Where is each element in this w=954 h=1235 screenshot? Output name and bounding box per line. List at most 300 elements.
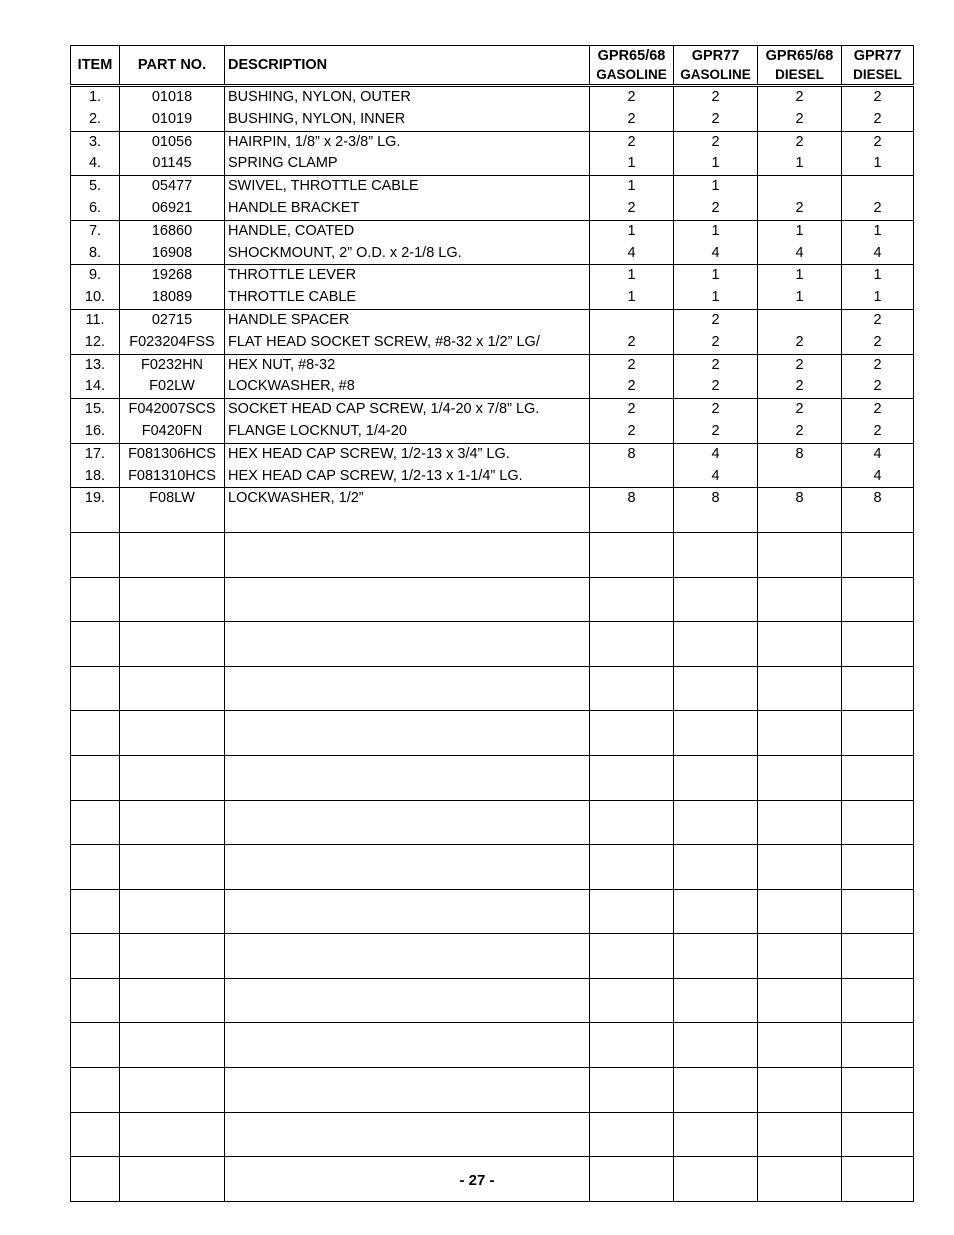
qty-gpr77-diesel bbox=[842, 756, 913, 778]
qty-gpr77-diesel: 2 bbox=[873, 333, 882, 350]
qty-gpr77-diesel-cell bbox=[842, 1023, 914, 1068]
qty-gpr77-gasoline-cell bbox=[674, 443, 758, 488]
qty-gpr77-diesel bbox=[842, 1045, 913, 1067]
qty-gpr77-gasoline: 2 bbox=[711, 311, 720, 328]
part-number bbox=[120, 1134, 224, 1156]
qty-gpr77-diesel-cell bbox=[842, 934, 914, 979]
part-description bbox=[225, 644, 589, 666]
qty-gpr77-gasoline bbox=[674, 1001, 757, 1023]
part-number bbox=[120, 867, 224, 889]
table-row bbox=[71, 131, 914, 176]
item-number-cell bbox=[71, 889, 120, 934]
item-number bbox=[71, 622, 119, 644]
part-description bbox=[225, 890, 589, 912]
qty-gpr65-68-diesel bbox=[758, 979, 841, 1001]
qty-gpr77-gasoline-cell bbox=[674, 532, 758, 577]
qty-gpr77-diesel: 1 bbox=[873, 289, 882, 306]
item-number-cell bbox=[71, 622, 120, 667]
item-number-cell bbox=[71, 1023, 120, 1068]
item-number: 12. bbox=[84, 333, 106, 350]
item-number: 5. bbox=[88, 178, 102, 195]
qty-gpr65-68-diesel: 8 bbox=[795, 490, 804, 507]
qty-gpr65-68-gasoline: 1 bbox=[627, 289, 636, 306]
qty-gpr77-diesel: 4 bbox=[873, 244, 882, 261]
table-row bbox=[71, 1068, 914, 1113]
part-number-cell bbox=[120, 711, 225, 756]
qty-gpr77-gasoline bbox=[674, 890, 757, 912]
part-number bbox=[120, 667, 224, 689]
qty-gpr65-68-diesel bbox=[758, 890, 841, 912]
qty-gpr77-gasoline-cell bbox=[674, 354, 758, 399]
qty-gpr65-68-gasoline bbox=[590, 1045, 673, 1067]
qty-gpr65-68-diesel-cell bbox=[758, 1112, 842, 1157]
item-number-cell bbox=[71, 1068, 120, 1113]
item-number: 17. bbox=[84, 445, 106, 462]
qty-gpr65-68-diesel bbox=[758, 176, 841, 198]
part-number-cell bbox=[120, 131, 225, 176]
qty-gpr77-gasoline: 2 bbox=[711, 89, 720, 105]
part-description bbox=[225, 733, 589, 755]
qty-gpr65-68-gasoline: 2 bbox=[627, 356, 636, 373]
qty-gpr77-gasoline-cell bbox=[674, 488, 758, 533]
item-number: 15. bbox=[84, 401, 106, 418]
qty-gpr65-68-diesel bbox=[758, 778, 841, 800]
qty-gpr77-diesel bbox=[842, 845, 913, 867]
qty-gpr77-diesel bbox=[842, 176, 913, 198]
qty-gpr77-diesel-cell bbox=[842, 711, 914, 756]
item-number-cell bbox=[71, 800, 120, 845]
table-row bbox=[71, 399, 914, 444]
qty-gpr65-68-diesel-cell bbox=[758, 711, 842, 756]
qty-gpr77-diesel bbox=[842, 555, 913, 577]
qty-gpr77-gasoline: 2 bbox=[711, 401, 720, 418]
part-description: LOCKWASHER, #8 bbox=[228, 378, 355, 395]
part-number: 01018 bbox=[151, 89, 193, 105]
header-fuel: GASOLINE bbox=[680, 67, 751, 82]
part-number-cell bbox=[120, 532, 225, 577]
part-description-cell bbox=[225, 86, 590, 132]
qty-gpr65-68-gasoline-cell bbox=[590, 666, 674, 711]
qty-gpr77-diesel: 2 bbox=[873, 401, 882, 418]
part-number: F0232HN bbox=[140, 356, 204, 373]
qty-gpr77-diesel: 1 bbox=[873, 155, 882, 172]
qty-gpr65-68-diesel bbox=[758, 510, 841, 532]
qty-gpr77-diesel bbox=[842, 801, 913, 823]
table-row bbox=[71, 176, 914, 221]
table-row bbox=[71, 577, 914, 622]
qty-gpr65-68-diesel-cell bbox=[758, 889, 842, 934]
table-row bbox=[71, 488, 914, 533]
qty-gpr65-68-gasoline bbox=[590, 778, 673, 800]
qty-gpr65-68-diesel: 8 bbox=[795, 445, 804, 462]
qty-gpr65-68-gasoline: 2 bbox=[627, 378, 636, 395]
qty-gpr65-68-diesel-cell bbox=[758, 532, 842, 577]
qty-gpr77-gasoline: 8 bbox=[711, 490, 720, 507]
qty-gpr77-gasoline bbox=[674, 756, 757, 778]
qty-gpr65-68-gasoline-cell bbox=[590, 176, 674, 221]
header-fuel: GASOLINE bbox=[596, 67, 667, 82]
qty-gpr77-diesel bbox=[842, 1068, 913, 1090]
part-description-cell bbox=[225, 176, 590, 221]
part-description bbox=[225, 1068, 589, 1090]
qty-gpr65-68-diesel-cell bbox=[758, 577, 842, 622]
qty-gpr65-68-gasoline-cell bbox=[590, 220, 674, 265]
item-number bbox=[71, 1113, 119, 1135]
part-description bbox=[225, 845, 589, 867]
part-number-cell bbox=[120, 86, 225, 132]
qty-gpr65-68-gasoline-cell bbox=[590, 755, 674, 800]
qty-gpr65-68-gasoline-cell bbox=[590, 86, 674, 132]
part-number: 06921 bbox=[151, 199, 193, 216]
qty-gpr65-68-gasoline bbox=[590, 1001, 673, 1023]
qty-gpr65-68-diesel: 2 bbox=[795, 333, 804, 350]
item-number: 3. bbox=[88, 133, 102, 150]
part-number-cell bbox=[120, 176, 225, 221]
qty-gpr77-gasoline-cell bbox=[674, 889, 758, 934]
item-number-cell bbox=[71, 577, 120, 622]
part-number: F042007SCS bbox=[128, 401, 216, 418]
table-row bbox=[71, 845, 914, 890]
part-description-cell bbox=[225, 1068, 590, 1113]
table-row bbox=[71, 309, 914, 354]
qty-gpr77-gasoline: 1 bbox=[711, 267, 720, 284]
part-number-cell bbox=[120, 488, 225, 533]
item-number bbox=[71, 890, 119, 912]
part-number bbox=[120, 733, 224, 755]
item-number bbox=[71, 934, 119, 956]
qty-gpr77-gasoline bbox=[674, 845, 757, 867]
part-number-cell bbox=[120, 220, 225, 265]
qty-gpr65-68-diesel bbox=[758, 1023, 841, 1045]
qty-gpr77-gasoline bbox=[674, 801, 757, 823]
part-number bbox=[120, 778, 224, 800]
part-description-cell bbox=[225, 354, 590, 399]
table-row bbox=[71, 1023, 914, 1068]
part-number bbox=[120, 555, 224, 577]
qty-gpr77-diesel: 2 bbox=[873, 199, 882, 216]
qty-gpr77-diesel-cell bbox=[842, 488, 914, 533]
qty-gpr65-68-gasoline: 2 bbox=[627, 110, 636, 127]
part-description-cell bbox=[225, 443, 590, 488]
header-fuel: DIESEL bbox=[775, 67, 824, 82]
part-description bbox=[225, 1001, 589, 1023]
qty-gpr77-diesel: 2 bbox=[873, 89, 882, 105]
qty-gpr77-diesel bbox=[842, 956, 913, 978]
item-number bbox=[71, 711, 119, 733]
header-model: GPR77 bbox=[853, 48, 902, 64]
qty-gpr77-diesel-cell bbox=[842, 577, 914, 622]
qty-gpr65-68-diesel bbox=[758, 711, 841, 733]
part-description bbox=[225, 667, 589, 689]
qty-gpr65-68-gasoline: 4 bbox=[627, 244, 636, 261]
item-number: 6. bbox=[88, 199, 102, 216]
qty-gpr77-gasoline-cell bbox=[674, 265, 758, 310]
part-number bbox=[120, 644, 224, 666]
part-number: 02715 bbox=[151, 311, 193, 328]
qty-gpr77-gasoline-cell bbox=[674, 577, 758, 622]
qty-gpr65-68-diesel bbox=[758, 533, 841, 555]
table-row bbox=[71, 1112, 914, 1157]
part-number: 05477 bbox=[151, 178, 193, 195]
qty-gpr65-68-diesel: 2 bbox=[795, 89, 804, 105]
part-number bbox=[120, 934, 224, 956]
item-number-cell bbox=[71, 755, 120, 800]
qty-gpr77-diesel bbox=[842, 510, 913, 532]
qty-gpr65-68-gasoline bbox=[590, 733, 673, 755]
qty-gpr65-68-diesel: 1 bbox=[795, 155, 804, 172]
part-number bbox=[120, 1068, 224, 1090]
part-description bbox=[225, 578, 589, 600]
qty-gpr65-68-diesel-cell bbox=[758, 934, 842, 979]
table-row bbox=[71, 532, 914, 577]
qty-gpr65-68-gasoline bbox=[590, 1113, 673, 1135]
part-number bbox=[120, 1045, 224, 1067]
qty-gpr77-diesel: 2 bbox=[873, 110, 882, 127]
header-fuel: DIESEL bbox=[853, 67, 902, 82]
qty-gpr65-68-diesel-cell bbox=[758, 86, 842, 132]
qty-gpr65-68-gasoline-cell bbox=[590, 488, 674, 533]
part-number-cell bbox=[120, 666, 225, 711]
qty-gpr65-68-diesel-cell bbox=[758, 755, 842, 800]
part-description: BUSHING, NYLON, INNER bbox=[228, 110, 406, 127]
table-row bbox=[71, 86, 914, 132]
part-number: F02LW bbox=[149, 378, 195, 395]
part-description bbox=[225, 956, 589, 978]
qty-gpr65-68-diesel bbox=[758, 1001, 841, 1023]
qty-gpr65-68-gasoline-cell bbox=[590, 131, 674, 176]
item-number bbox=[71, 1090, 119, 1112]
part-description: HEX NUT, #8-32 bbox=[228, 356, 336, 373]
part-description: HAIRPIN, 1/8” x 2-3/8” LG. bbox=[228, 133, 401, 150]
table-row bbox=[71, 800, 914, 845]
qty-gpr77-gasoline-cell bbox=[674, 1112, 758, 1157]
item-number bbox=[71, 756, 119, 778]
item-number bbox=[71, 911, 119, 933]
qty-gpr77-diesel bbox=[842, 689, 913, 711]
part-description: BUSHING, NYLON, OUTER bbox=[228, 89, 411, 105]
qty-gpr65-68-diesel bbox=[758, 644, 841, 666]
item-number: 10. bbox=[84, 289, 106, 306]
part-description bbox=[225, 1134, 589, 1156]
qty-gpr65-68-gasoline: 2 bbox=[627, 133, 636, 150]
qty-gpr65-68-gasoline: 1 bbox=[627, 178, 636, 195]
part-description bbox=[225, 1023, 589, 1045]
qty-gpr77-gasoline bbox=[674, 778, 757, 800]
part-number-cell bbox=[120, 622, 225, 667]
qty-gpr65-68-gasoline: 1 bbox=[627, 267, 636, 284]
qty-gpr65-68-diesel-cell bbox=[758, 220, 842, 265]
item-number bbox=[71, 801, 119, 823]
qty-gpr65-68-diesel: 2 bbox=[795, 199, 804, 216]
qty-gpr65-68-gasoline-cell bbox=[590, 800, 674, 845]
part-number bbox=[120, 845, 224, 867]
qty-gpr77-gasoline-cell bbox=[674, 399, 758, 444]
item-number bbox=[71, 510, 119, 532]
qty-gpr65-68-gasoline: 2 bbox=[627, 199, 636, 216]
header-item: ITEM bbox=[71, 46, 120, 86]
part-number-cell bbox=[120, 1023, 225, 1068]
qty-gpr77-diesel bbox=[842, 622, 913, 644]
item-number: 9. bbox=[88, 267, 102, 284]
part-description-cell bbox=[225, 978, 590, 1023]
item-number-cell bbox=[71, 711, 120, 756]
part-number: 16860 bbox=[151, 222, 193, 239]
part-description-cell bbox=[225, 488, 590, 533]
qty-gpr65-68-diesel-cell bbox=[758, 488, 842, 533]
qty-gpr77-diesel bbox=[842, 822, 913, 844]
qty-gpr65-68-diesel bbox=[758, 1045, 841, 1067]
qty-gpr77-gasoline: 2 bbox=[711, 356, 720, 373]
qty-gpr77-diesel bbox=[842, 667, 913, 689]
qty-gpr77-gasoline bbox=[674, 822, 757, 844]
qty-gpr77-diesel: 2 bbox=[873, 133, 882, 150]
part-description-cell bbox=[225, 577, 590, 622]
part-number-cell bbox=[120, 265, 225, 310]
part-description-cell bbox=[225, 755, 590, 800]
qty-gpr65-68-diesel bbox=[758, 867, 841, 889]
qty-gpr65-68-diesel-cell bbox=[758, 309, 842, 354]
page-number: - 27 - bbox=[459, 1172, 495, 1189]
qty-gpr77-gasoline bbox=[674, 578, 757, 600]
part-description bbox=[225, 533, 589, 555]
part-description bbox=[225, 867, 589, 889]
qty-gpr77-gasoline-cell bbox=[674, 711, 758, 756]
qty-gpr77-diesel-cell bbox=[842, 845, 914, 890]
qty-gpr65-68-gasoline-cell bbox=[590, 978, 674, 1023]
qty-gpr65-68-diesel-cell bbox=[758, 978, 842, 1023]
qty-gpr65-68-gasoline: 2 bbox=[627, 89, 636, 105]
item-number bbox=[71, 533, 119, 555]
qty-gpr65-68-diesel bbox=[758, 911, 841, 933]
qty-gpr65-68-gasoline bbox=[590, 890, 673, 912]
qty-gpr77-diesel-cell bbox=[842, 1112, 914, 1157]
item-number bbox=[71, 599, 119, 621]
qty-gpr77-diesel: 4 bbox=[873, 467, 882, 484]
qty-gpr77-gasoline-cell bbox=[674, 934, 758, 979]
qty-gpr77-diesel: 2 bbox=[873, 378, 882, 395]
qty-gpr65-68-gasoline bbox=[590, 555, 673, 577]
table-row bbox=[71, 978, 914, 1023]
part-description-cell bbox=[225, 1112, 590, 1157]
item-number bbox=[71, 1045, 119, 1067]
qty-gpr65-68-diesel bbox=[758, 689, 841, 711]
item-number-cell bbox=[71, 131, 120, 176]
part-description bbox=[225, 801, 589, 823]
item-number bbox=[71, 1068, 119, 1090]
qty-gpr65-68-diesel bbox=[758, 667, 841, 689]
qty-gpr65-68-diesel-cell bbox=[758, 1068, 842, 1113]
qty-gpr77-gasoline bbox=[674, 1134, 757, 1156]
part-number bbox=[120, 756, 224, 778]
item-number: 2. bbox=[88, 110, 102, 127]
part-description-cell bbox=[225, 1023, 590, 1068]
part-number bbox=[120, 1113, 224, 1135]
qty-gpr77-diesel bbox=[842, 778, 913, 800]
qty-gpr77-diesel-cell bbox=[842, 666, 914, 711]
qty-gpr65-68-diesel-cell bbox=[758, 265, 842, 310]
qty-gpr65-68-diesel bbox=[758, 845, 841, 867]
qty-gpr77-gasoline-cell bbox=[674, 666, 758, 711]
qty-gpr65-68-gasoline bbox=[590, 911, 673, 933]
qty-gpr77-diesel bbox=[842, 733, 913, 755]
qty-gpr77-diesel bbox=[842, 1090, 913, 1112]
qty-gpr65-68-gasoline-cell bbox=[590, 622, 674, 667]
qty-gpr65-68-gasoline bbox=[590, 756, 673, 778]
qty-gpr77-gasoline bbox=[674, 956, 757, 978]
header-model: GPR65/68 bbox=[765, 48, 834, 64]
qty-gpr65-68-gasoline-cell bbox=[590, 265, 674, 310]
item-number bbox=[71, 867, 119, 889]
qty-gpr77-diesel: 2 bbox=[873, 311, 882, 328]
part-description-cell bbox=[225, 399, 590, 444]
qty-gpr65-68-diesel bbox=[758, 466, 841, 488]
qty-gpr77-diesel-cell bbox=[842, 399, 914, 444]
qty-gpr65-68-gasoline bbox=[590, 466, 673, 488]
qty-gpr65-68-gasoline bbox=[590, 801, 673, 823]
item-number bbox=[71, 1023, 119, 1045]
qty-gpr65-68-gasoline-cell bbox=[590, 934, 674, 979]
qty-gpr77-diesel bbox=[842, 533, 913, 555]
qty-gpr65-68-gasoline bbox=[590, 622, 673, 644]
qty-gpr65-68-diesel: 4 bbox=[795, 244, 804, 261]
qty-gpr65-68-diesel-cell bbox=[758, 800, 842, 845]
qty-gpr77-diesel-cell bbox=[842, 131, 914, 176]
qty-gpr65-68-diesel bbox=[758, 756, 841, 778]
qty-gpr77-gasoline-cell bbox=[674, 755, 758, 800]
qty-gpr65-68-gasoline: 8 bbox=[627, 490, 636, 507]
qty-gpr77-diesel: 2 bbox=[873, 422, 882, 439]
qty-gpr77-gasoline: 4 bbox=[711, 244, 720, 261]
item-number-cell bbox=[71, 443, 120, 488]
part-description: HANDLE SPACER bbox=[228, 311, 350, 328]
item-number: 14. bbox=[84, 378, 106, 395]
qty-gpr65-68-gasoline-cell bbox=[590, 532, 674, 577]
qty-gpr65-68-gasoline-cell bbox=[590, 354, 674, 399]
part-description: SPRING CLAMP bbox=[228, 155, 338, 172]
header-gpr77-gasoline bbox=[674, 46, 758, 86]
qty-gpr77-gasoline: 2 bbox=[711, 333, 720, 350]
qty-gpr65-68-diesel bbox=[758, 578, 841, 600]
qty-gpr77-gasoline-cell bbox=[674, 1023, 758, 1068]
qty-gpr65-68-diesel bbox=[758, 822, 841, 844]
qty-gpr65-68-gasoline-cell bbox=[590, 577, 674, 622]
qty-gpr65-68-gasoline: 1 bbox=[627, 155, 636, 172]
qty-gpr77-gasoline: 2 bbox=[711, 133, 720, 150]
qty-gpr65-68-diesel-cell bbox=[758, 666, 842, 711]
qty-gpr65-68-diesel: 2 bbox=[795, 378, 804, 395]
item-number bbox=[71, 1134, 119, 1156]
part-number bbox=[120, 1090, 224, 1112]
item-number-cell bbox=[71, 354, 120, 399]
item-number bbox=[71, 822, 119, 844]
qty-gpr65-68-gasoline bbox=[590, 979, 673, 1001]
qty-gpr65-68-diesel: 1 bbox=[795, 289, 804, 306]
qty-gpr77-diesel bbox=[842, 644, 913, 666]
qty-gpr77-diesel: 4 bbox=[873, 445, 882, 462]
qty-gpr65-68-gasoline: 1 bbox=[627, 222, 636, 239]
part-number bbox=[120, 689, 224, 711]
qty-gpr77-diesel-cell bbox=[842, 889, 914, 934]
qty-gpr65-68-gasoline-cell bbox=[590, 1112, 674, 1157]
qty-gpr77-gasoline-cell bbox=[674, 1068, 758, 1113]
part-description-cell bbox=[225, 845, 590, 890]
part-description: SHOCKMOUNT, 2” O.D. x 2-1/8 LG. bbox=[228, 244, 462, 261]
header-model: GPR65/68 bbox=[597, 48, 666, 64]
qty-gpr65-68-gasoline-cell bbox=[590, 399, 674, 444]
qty-gpr65-68-gasoline-cell bbox=[590, 443, 674, 488]
part-description-cell bbox=[225, 309, 590, 354]
qty-gpr65-68-gasoline bbox=[590, 711, 673, 733]
